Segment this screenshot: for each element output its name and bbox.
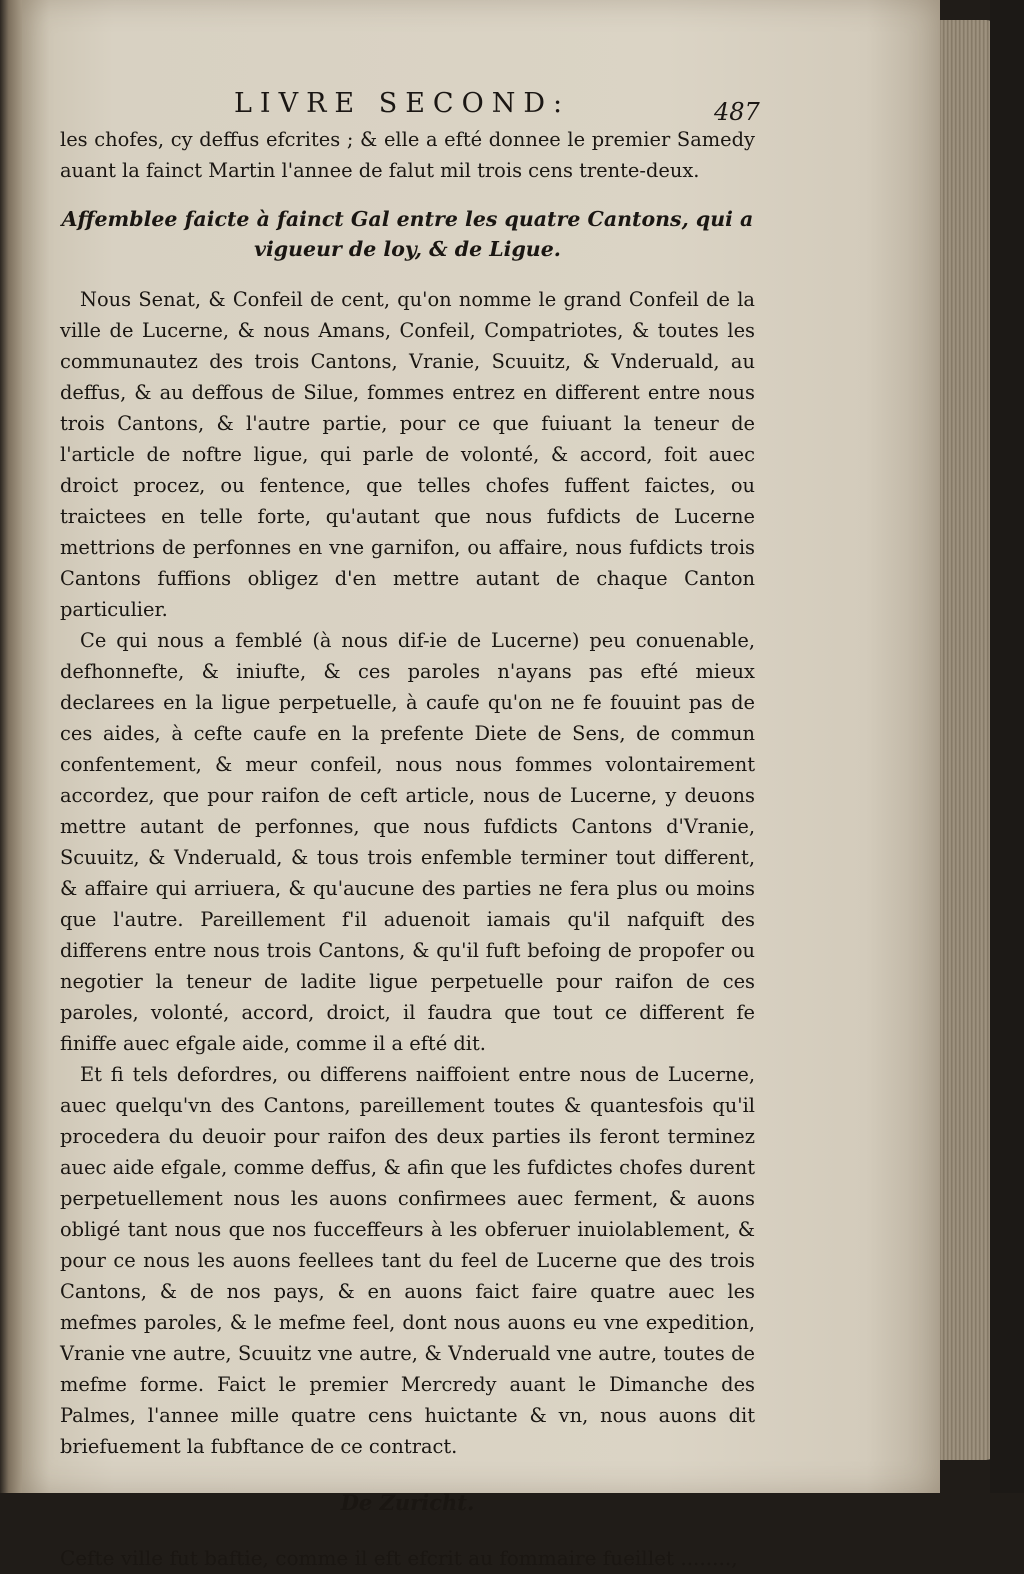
book-page xyxy=(22,0,940,1570)
intro-paragraph: les chofes, cy deffus efcrites ; & elle a efté donnee le premier Samedy auant la fainct Martin l'annee de falut mil trois cens trente-deux. xyxy=(60,128,755,182)
facing-page-edge xyxy=(0,0,22,1493)
text-block xyxy=(60,124,755,1574)
paragraph-2: Ce qui nous a femblé (à nous dif-ie de Lucerne) peu conuenable, defhonnefte, & iniufte, & ces paroles n'ayans pas efté mieux declarees en la ligue perpetuelle, à caufe qu'on ne fe fouuint pas de ces aides, à cefte caufe en la prefente Diete de Sens, de commun confentement, & meur confeil, nous nous fommes volontairement accordez, que pour raifon de ceft article, nous de Lucerne, y deuons mettre autant de perfonnes, que nous fufdicts Cantons d'Vranie, Scuuitz, & Vnderuald, & tous trois enfemble terminer tout different, & affaire qui arriuera, & qu'aucune des parties ne fera plus ou moins que l'autre. Pareillement f'il aduenoit iamais qu'il nafquift des differens entre nous trois Cantons, & qu'il fuft befoing de propofer ou negotier la teneur de ladite ligue perpetuelle pour raifon de ces paroles, volonté, accord, droict, il faudra que tout ce different fe finiffe auec efgale aide, comme il a efté dit. xyxy=(60,629,755,1055)
paragraph-3: Et fi tels defordres, ou differens naiffoient entre nous de Lucerne, auec quelqu'vn des Cantons, pareillement toutes & quantesfois qu'il procedera du deuoir pour raifon des deux parties ils feront terminez auec aide efgale, comme deffus, & afin que les fufdictes chofes durent perpetuellement nous les auons confirmees auec ferment, & auons obligé tant nous que nos fucceffeurs à les obferuer inuiolablement, & pour ce nous les auons feellees tant du feel de Lucerne que des trois Cantons, & de nos pays, & en auons faict faire quatre auec les mefmes paroles, & le mefme feel, dont nous auons eu vne expedition, Vranie vne autre, Scuuitz vne autre, & Vnderuald vne autre, toutes de mefme forme. Faict le premier Mercredy auant le Dimanche des Palmes, l'annee mille quatre cens huictante & vn, nous auons dit briefuement la fubftance de ce contract. xyxy=(60,1063,755,1458)
section-title-assembly: Affemblee faicte à fainct Gal entre les quatre Cantons, qui a vigueur de loy, & de Ligue. xyxy=(61,207,754,261)
running-head: LIVRE SECOND: xyxy=(234,88,571,119)
background xyxy=(990,0,1024,1493)
paragraph-1: Nous Senat, & Confeil de cent, qu'on nomme le grand Confeil de la ville de Lucerne, & nous Amans, Confeil, Compatriotes, & toutes les communautez des trois Cantons, Vranie, Scuuitz, & Vnderuald, au deffus, & au deffous de Silue, fommes entrez en different entre nous trois Cantons, & l'autre partie, pour ce que fuiuant la teneur de l'article de noftre ligue, qui parle de volonté, & accord, foit auec droict procez, ou fentence, que telles chofes fuffent faictes, ou traictees en telle forte, qu'autant que nous fufdicts de Lucerne mettrions de perfonnes en vne garnifon, ou affaire, nous fufdicts trois Cantons fuffions obligez d'en mettre autant de chaque Canton particulier. xyxy=(60,288,755,621)
section-title-zuricht: De Zuricht. xyxy=(340,1490,475,1515)
zuricht-first-line: Cefte ville fut baftie, comme il eft efcrit au fommaire fueillet ........, xyxy=(60,1546,738,1570)
page-number: 487 xyxy=(714,98,760,126)
